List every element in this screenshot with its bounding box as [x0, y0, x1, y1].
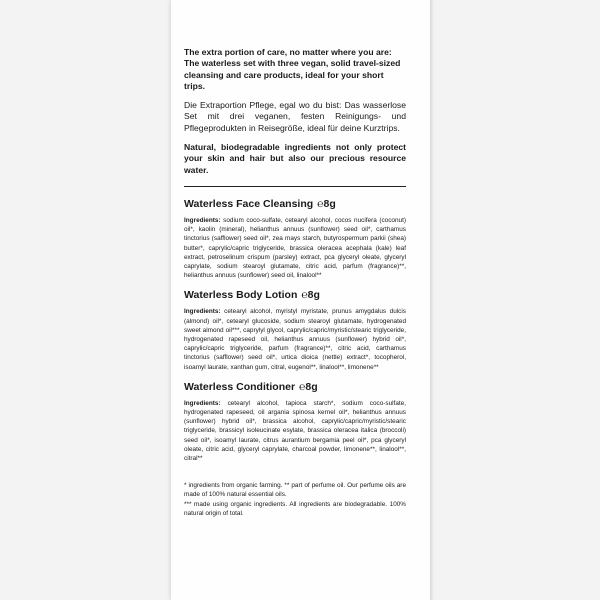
footnote-biodegradable: *** made using organic ingredients. All ingredients are biodegradable. 100% natural origin of total. [184, 500, 406, 517]
box-side-edge [430, 0, 434, 600]
product-name: Waterless Face Cleansing [184, 197, 314, 210]
ingredients-text: cetearyl alcohol, tapioca starch*, sodium coco-sulfate, hydrogenated rapeseed, oil argania spinosa kernel oil*, helianthus annuus (sunflower) hybrid oil*, brassica alcohol, caprylic/capric/myristic/stearic triglyceride, brassicyl isoleucinate esylate, brassica oleracea italica (broccoli) seed oil*, isoamyl laurate, citrus aurantium bergamia peel oil*, pca glyceryl oleate, citric acid, glyceryl caprylate, charcoal powder, limonene**, linalool**, citral** [184, 399, 406, 463]
product-name: Waterless Conditioner [184, 380, 296, 393]
ingredients-label: Ingredients: [184, 216, 221, 224]
ingredients-text: sodium coco-sulfate, cetearyl alcohol, cocos nucifera (coconut) oil*, kaolin (mineral), helianthus annuus (sunflower) seed oil*, carthamus tinctorius (safflower) seed oil*, zea mays starch, butyrospermum parkii (shea) butter*, caprylic/capric triglyceride, brassica oleracea acephala (kale) leaf extract, petroselinum crispum (parsley) extract, pca glyceryl oleate, glyceryl caprylate, sodium stearoyl glutamate, citric acid, parfum (fragrance)**, helianthus annuus (sunflower) seed oil, linalool** [184, 216, 406, 280]
product-weight: ℮8g [317, 197, 336, 210]
intro-claim: Natural, biodegradable ingredients not only protect your skin and hair but also our precious resource water. [184, 142, 406, 175]
footnote-organic: * ingredients from organic farming. ** part of perfume oil. Our perfume oils are made of 100% natural essential oils. [184, 482, 406, 499]
ingredients-list [184, 399, 406, 463]
ingredients-label: Ingredients: [184, 308, 221, 316]
intro-german: Die Extraportion Pflege, egal wo du bist: Das wasserlose Set mit drei veganen, festen Reinigungs- und Pflegeprodukten in Reisegröße, ideal für deine Kurztrips. [184, 100, 406, 133]
label-text-area [184, 47, 406, 518]
product-conditioner [184, 380, 406, 463]
product-face-cleansing [184, 197, 406, 280]
footnotes [184, 481, 406, 518]
ingredients-text: cetearyl alcohol, myristyl myristate, prunus amygdalus dulcis (almond) oil*, cetearyl glucoside, sodium stearoyl glutamate, hydrogenated sweet almond oil***, caprylyl glycol, caprylic/capric/myristic/stearic triglyceride, hydrogenated rapeseed oil, helianthus annuus (sunflower) hybrid oil*, caprylic/capric triglyceride, parfum (fragrance)**, citric acid, carthamus tinctorius (safflower) seed oil*, urtica dioica (nettle) extract*, tocopherol, isoamyl laurate, xanthan gum, citral, eugenol**, linalool**, limonene** [184, 308, 406, 371]
section-divider [184, 186, 406, 187]
product-weight: ℮8g [299, 380, 318, 393]
product-weight: ℮8g [301, 289, 320, 302]
product-name: Waterless Body Lotion [184, 289, 298, 302]
product-body-lotion [184, 288, 406, 371]
product-title [184, 380, 406, 394]
product-title [184, 197, 406, 211]
intro-english: The extra portion of care, no matter where you are: The waterless set with three vegan, solid travel-sized cleansing and care products, ideal for your short trips. [184, 47, 401, 91]
ingredients-list [184, 307, 406, 371]
product-title [184, 288, 406, 302]
ingredients-label: Ingredients: [184, 399, 221, 407]
ingredients-list [184, 216, 406, 280]
